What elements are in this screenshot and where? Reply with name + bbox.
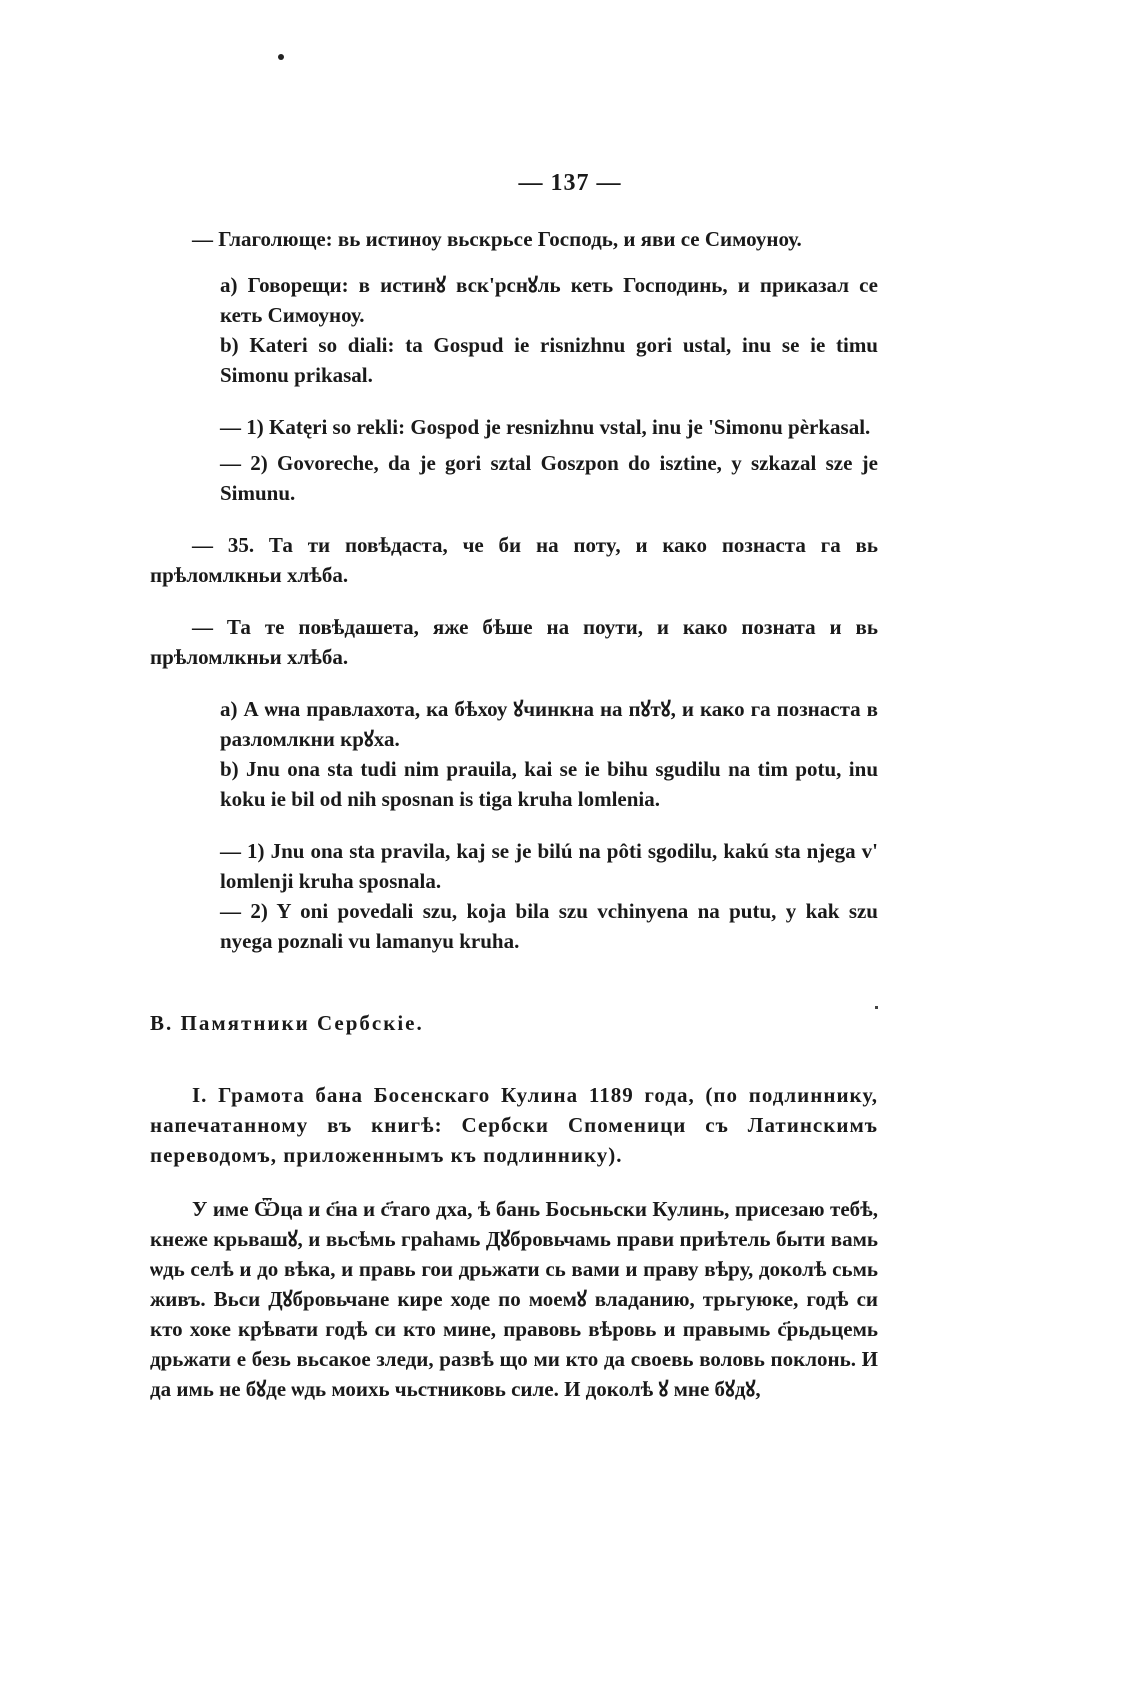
speck-mark-2 xyxy=(875,1006,878,1009)
paragraph-b8: a) А ѡна правлахота, ка бѣхоу ꙋчинкна на пꙋтꙋ, и како га познаста в разломлкни крꙋха. xyxy=(220,697,878,751)
paragraph-b6: — 35. Та ти повѣдаста, че би на потy, и како познаста га вь прѣломлкньи хлѣба. xyxy=(150,533,878,587)
paragraph-b11: — 2) Y oni povedali szu, koja bila szu vchinyena na putu, y kak szu nyega poznali vu lamanyu kruha. xyxy=(220,899,878,953)
charter-text: У име Ѿца и с҃на и с҃таго дха, ѣ бань Босьньски Кулинь, присезаю тебѣ, кнеже крьвашꙋ, и вьсѣмь граһамь Дꙋбровьчамь прави приѣтель быти вамь ѡдь селѣ и до вѣка, и правь гои дрьжати сь вами и праву вѣру, доколѣ сьмь живъ. Вьси Дꙋбровьчане кире ходе по моемꙋ владанию, трьгуюке, годѣ си кто хоке крѣвати годѣ си кто мине, правовь вѣровь и правымь с҃рьдьцемь дрьжати е безь вьсакое зледи, развѣ що ми кто да своевь воловь поклонь. И да имь не бꙋде ѡдь моихь чьстниковь силе. И доколѣ ꙋ мне бꙋдꙋ, xyxy=(150,1197,878,1401)
paragraph-b4: — 1) Katęri so rekli: Gospod je resnizhnu vstal, inu je 'Simonu pèrkasal. xyxy=(220,415,871,439)
paragraph-b10: — 1) Jnu ona sta pravila, kaj se je bilú na pôti sgodilu, kakú sta njega v' lomlenji kruha sposnala. xyxy=(220,839,878,893)
charter-title: I. Грамота бана Босенскаго Кулина 1189 года, (по подлиннику, напечатанному въ книгѣ: Сербски Споменици съ Латинскимъ переводомъ, приложеннымъ къ подлиннику). xyxy=(150,1083,878,1167)
paragraph-b5: — 2) Govoreche, da je gori sztal Goszpon do isztine, y szkazal sze je Simunu. xyxy=(220,451,878,505)
paragraph-b3: b) Kateri so diali: ta Gospud ie risnizhnu gori ustal, inu se ie timu Simonu prikasal. xyxy=(220,333,878,387)
speck-mark xyxy=(278,54,284,60)
paragraph-b2: a) Говорещи: в истинꙋ вск'рснꙋль кеть Господинь, и приказал се кеть Симоуноу. xyxy=(220,273,878,327)
paragraph-b1: — Глаголюще: вь истиноу вьскрьсе Господь, и яви се Симоуноу. xyxy=(192,227,802,251)
section-heading: B. Памятники Сербскіе. xyxy=(150,1011,424,1035)
page-body xyxy=(150,224,878,1404)
paragraph-b9: b) Jnu ona sta tudi nim prauila, kai se ie bihu sgudilu na tim potu, inu koku ie bil od nih sposnan is tiga kruha lomlenia. xyxy=(220,757,878,811)
page-number: — 137 — xyxy=(518,170,622,196)
paragraph-b7: — Та те повѣдашета, яже бѣше на поути, и како позната и вь прѣломлкньи хлѣба. xyxy=(150,615,878,669)
